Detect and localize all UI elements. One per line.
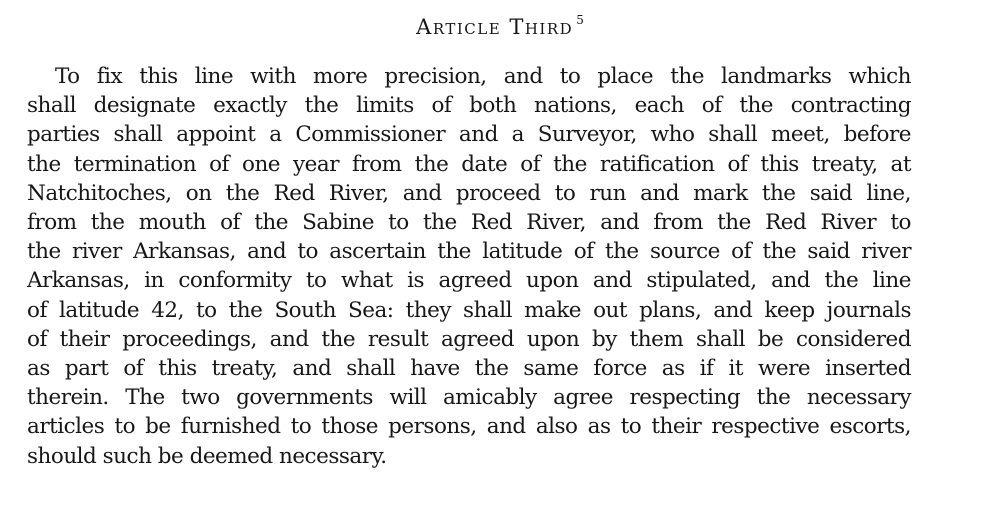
body-line: from the mouth of the Sabine to the Red River, and from the Red River to	[27, 210, 911, 236]
body-line: of their proceedings, and the result agreed upon by them shall be considered	[27, 326, 911, 352]
article-heading	[0, 14, 1000, 40]
footnote-marker: 5	[576, 13, 584, 27]
body-line: should such be deemed necessary.	[27, 443, 387, 469]
body-line: parties shall appoint a Commissioner and a Surveyor, who shall meet, before	[27, 122, 911, 148]
body-line: To fix this line with more precision, and to place the landmarks which	[55, 64, 911, 89]
body-line: the river Arkansas, and to ascertain the latitude of the source of the said river	[27, 239, 911, 265]
body-line: articles to be furnished to those persons, and also as to their respective escorts,	[27, 414, 911, 440]
body-line: therein. The two governments will amicably agree respecting the necessary	[27, 385, 911, 411]
body-line: of latitude 42, to the South Sea: they shall make out plans, and keep journals	[27, 297, 911, 323]
body-line: Arkansas, in conformity to what is agreed upon and stipulated, and the line	[27, 268, 911, 294]
body-line: as part of this treaty, and shall have the same force as if it were inserted	[27, 356, 911, 382]
body-line: the termination of one year from the date of the ratification of this treaty, at	[27, 151, 911, 177]
body-line: shall designate exactly the limits of both nations, each of the contracting	[27, 93, 911, 119]
body-line: Natchitoches, on the Red River, and proceed to run and mark the said line,	[27, 180, 911, 206]
article-body	[27, 62, 911, 471]
article-title: Article Third	[416, 15, 574, 39]
